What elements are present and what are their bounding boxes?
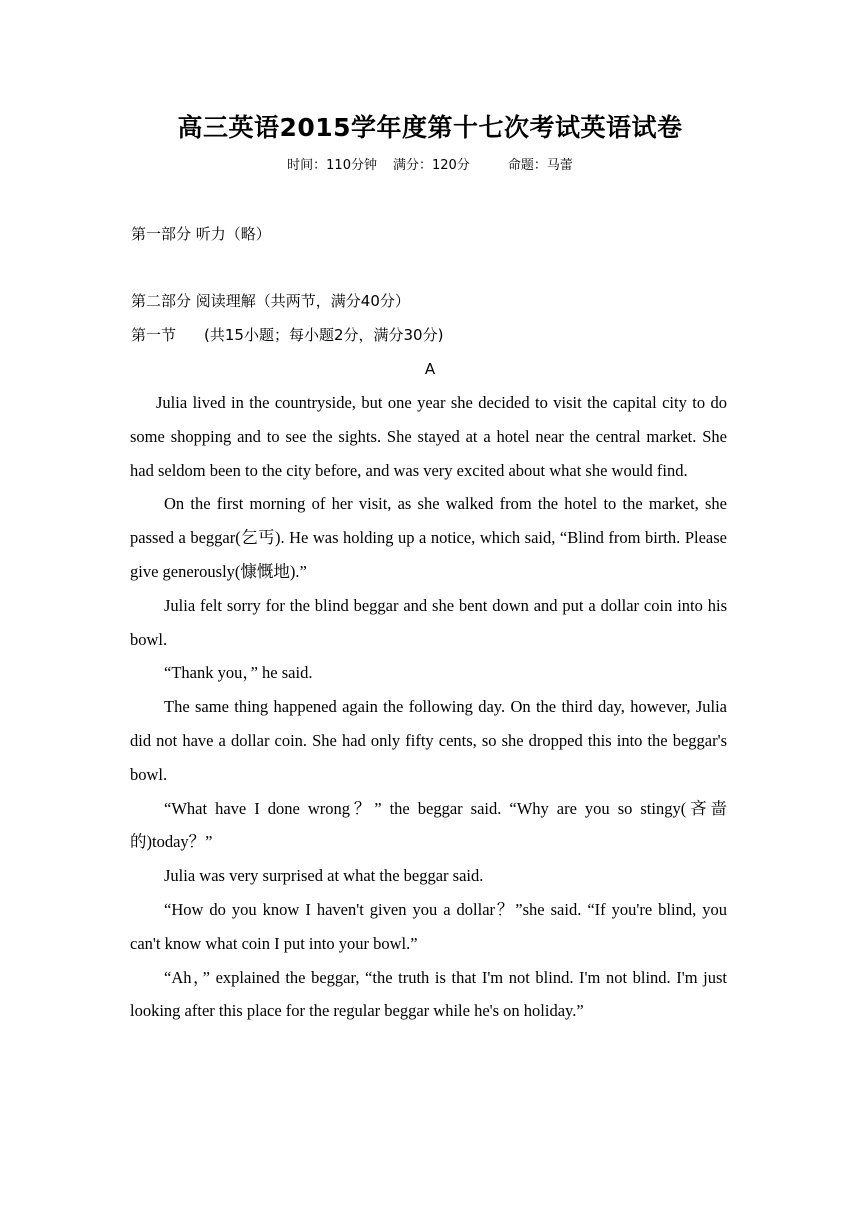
passage-paragraph: “Thank you，” he said.: [164, 663, 313, 683]
exam-score: 满分：120分: [392, 158, 470, 173]
exam-time: 时间：110分钟: [287, 158, 377, 173]
part1-heading: 第一部分 听力（略）: [131, 225, 271, 243]
passage-paragraph: “Ah，” explained the beggar, “the truth is that I'm not blind. I'm not blind. I'm just looking after this place for the regular beggar while he's on holiday.”: [130, 967, 727, 1021]
reading-passage: [130, 386, 727, 1028]
exam-meta: [0, 155, 860, 177]
passage-paragraph: The same thing happened again the following day. On the third day, however, Julia did not have a dollar coin. She had only fifty cents, so she dropped this into the beggar's bowl.: [130, 697, 727, 784]
exam-author: 命题：马蕾: [507, 158, 573, 173]
exam-title: 高三英语2015学年度第十七次考试英语试卷: [177, 113, 683, 142]
passage-paragraph: “What have I done wrong？” the beggar said. “Why are you so stingy(吝啬的)today？”: [130, 798, 727, 852]
passage-paragraph: Julia felt sorry for the blind beggar and she bent down and put a dollar coin into his bowl.: [130, 595, 727, 649]
passage-paragraph: Julia was very surprised at what the beggar said.: [164, 866, 484, 886]
section-description: (共15小题；每小题2分，满分30分): [204, 326, 444, 344]
section-label: 第一节: [131, 326, 177, 344]
passage-paragraph: “How do you know I haven't given you a dollar？”she said. “If you're blind, you can't know what coin I put into your bowl.”: [130, 899, 727, 953]
part2-heading: 第二部分 阅读理解（共两节，满分40分）: [131, 292, 410, 310]
passage-paragraph: On the first morning of her visit, as she walked from the hotel to the market, she passed a beggar(乞丐). He was holding up a notice, which said, “Blind from birth. Please give generously(慷慨地).”: [130, 494, 727, 581]
passage-paragraph: Julia lived in the countryside, but one year she decided to visit the capital city to do some shopping and to see the sights. She stayed at a hotel near the central market. She had seldom been to the city before, and was very excited about what she would find.: [130, 393, 727, 480]
passage-letter: A: [424, 360, 436, 378]
section-heading: [131, 323, 443, 347]
